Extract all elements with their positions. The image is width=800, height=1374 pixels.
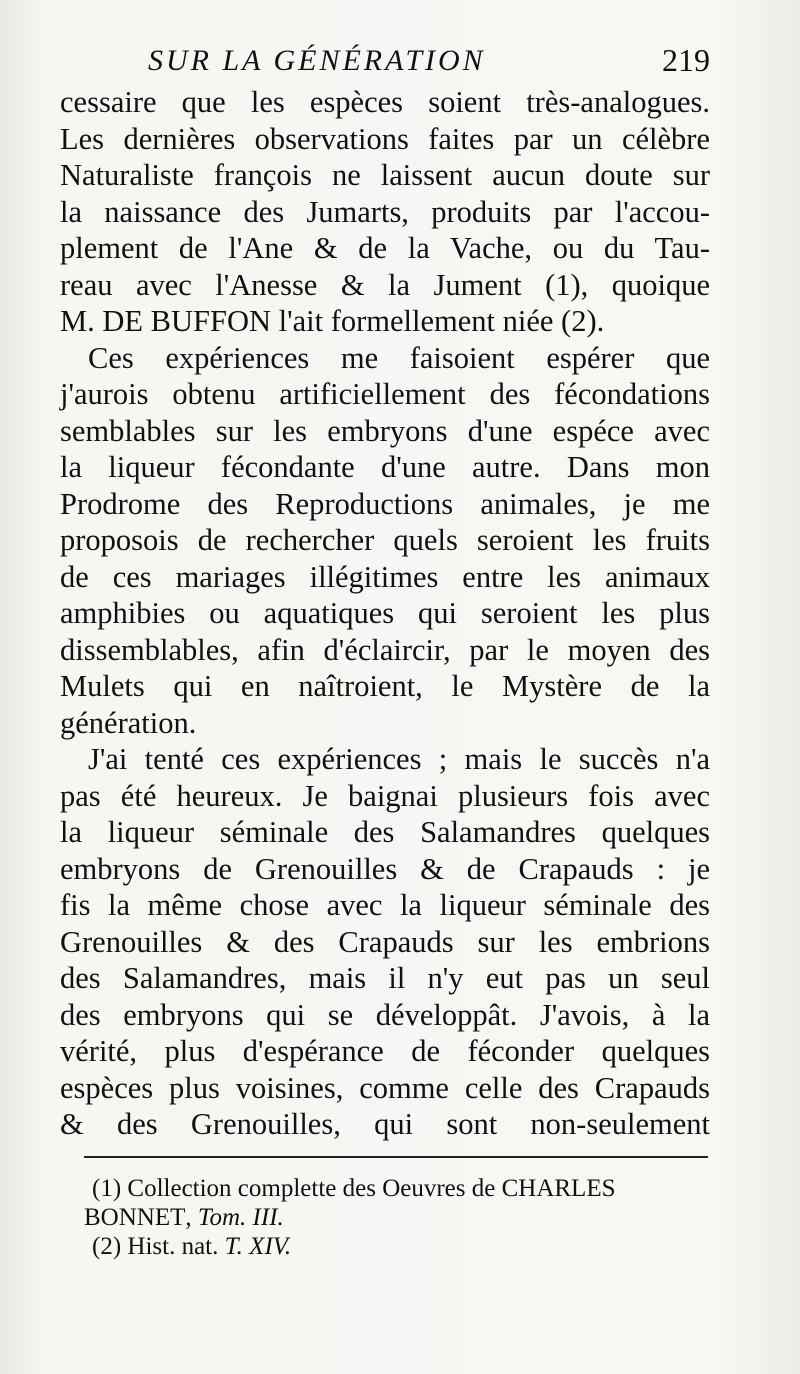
- text-line: espèces plus voisines, comme celle des Crapauds: [60, 1070, 710, 1105]
- text-line: Ces expériences me faisoient espérer que: [88, 340, 710, 375]
- text-line: la liqueur séminale des Salamandres quelques: [60, 815, 710, 849]
- author-name: BONNET: [84, 1204, 186, 1231]
- paragraph-1: [60, 84, 710, 340]
- text-line: des embryons qui se développât. J'avois, à la: [60, 997, 710, 1032]
- page-header: [60, 38, 710, 88]
- volume-ref: Tom. III.: [197, 1204, 284, 1231]
- text-line: Grenouilles & des Crapauds sur les embrions: [60, 924, 710, 959]
- paragraph-3: [60, 741, 710, 1143]
- running-title: SUR LA GÉNÉRATION: [148, 44, 486, 77]
- footnote-1-line-2: [84, 1203, 708, 1232]
- footnote-divider: [84, 1156, 708, 1158]
- text-line: Prodrome des Reproductions animales, je me: [60, 486, 710, 521]
- text-line: J'ai tenté ces expériences ; mais le succès n'a: [88, 742, 710, 776]
- footnote-2-prefix: (2) Hist. nat.: [92, 1233, 225, 1260]
- footnote-1-line-1: (1) Collection complette des Oeuvres de CHARLES: [92, 1175, 616, 1202]
- text-line: pas été heureux. Je baignai plusieurs fois avec: [60, 778, 710, 813]
- text-line: j'aurois obtenu artificiellement des fécondations: [60, 377, 710, 411]
- text-line: plement de l'Ane & de la Vache, ou du Tau-: [60, 231, 710, 265]
- text-line: génération.: [60, 705, 197, 740]
- text-line: cessaire que les espèces soient très-analogues.: [60, 85, 710, 119]
- paragraph-2: [60, 340, 710, 742]
- text-line: & des Grenouilles, qui sont non-seulement: [60, 1107, 710, 1141]
- text-line: reau avec l'Anesse & la Jument (1), quoique: [60, 267, 710, 302]
- page-body: [60, 84, 710, 1143]
- text-line: semblables sur les embryons d'une espéce avec: [60, 413, 710, 448]
- text-line: vérité, plus d'espérance de féconder quelques: [60, 1034, 710, 1068]
- text-line: des Salamandres, mais il n'y eut pas un seul: [60, 961, 710, 995]
- text-line: amphibies ou aquatiques qui seroient les plus: [60, 596, 710, 630]
- text-line: Les dernières observations faites par un célèbre: [60, 121, 710, 156]
- page-number: 219: [662, 42, 710, 78]
- footnote-2: [84, 1232, 708, 1261]
- separator: ,: [185, 1204, 198, 1231]
- footnotes: [84, 1174, 708, 1261]
- text-line: Mulets qui en naîtroient, le Mystère de la: [60, 669, 710, 703]
- text-line: la naissance des Jumarts, produits par l'accou-: [60, 194, 710, 229]
- text-line: fis la même chose avec la liqueur séminale des: [60, 888, 710, 922]
- text-line: M. DE BUFFON l'ait formellement niée (2).: [60, 304, 605, 338]
- text-line: proposois de rechercher quels seroient les fruits: [60, 523, 710, 557]
- text-line: Naturaliste françois ne laissent aucun doute sur: [60, 158, 710, 192]
- footnote-2-ref: T. XIV.: [224, 1233, 292, 1260]
- text-line: embryons de Grenouilles & de Crapauds : je: [60, 851, 710, 886]
- text-line: de ces mariages illégitimes entre les animaux: [60, 559, 710, 594]
- text-line: dissemblables, afin d'éclaircir, par le moyen des: [60, 632, 710, 667]
- text-line: la liqueur fécondante d'une autre. Dans mon: [60, 450, 710, 484]
